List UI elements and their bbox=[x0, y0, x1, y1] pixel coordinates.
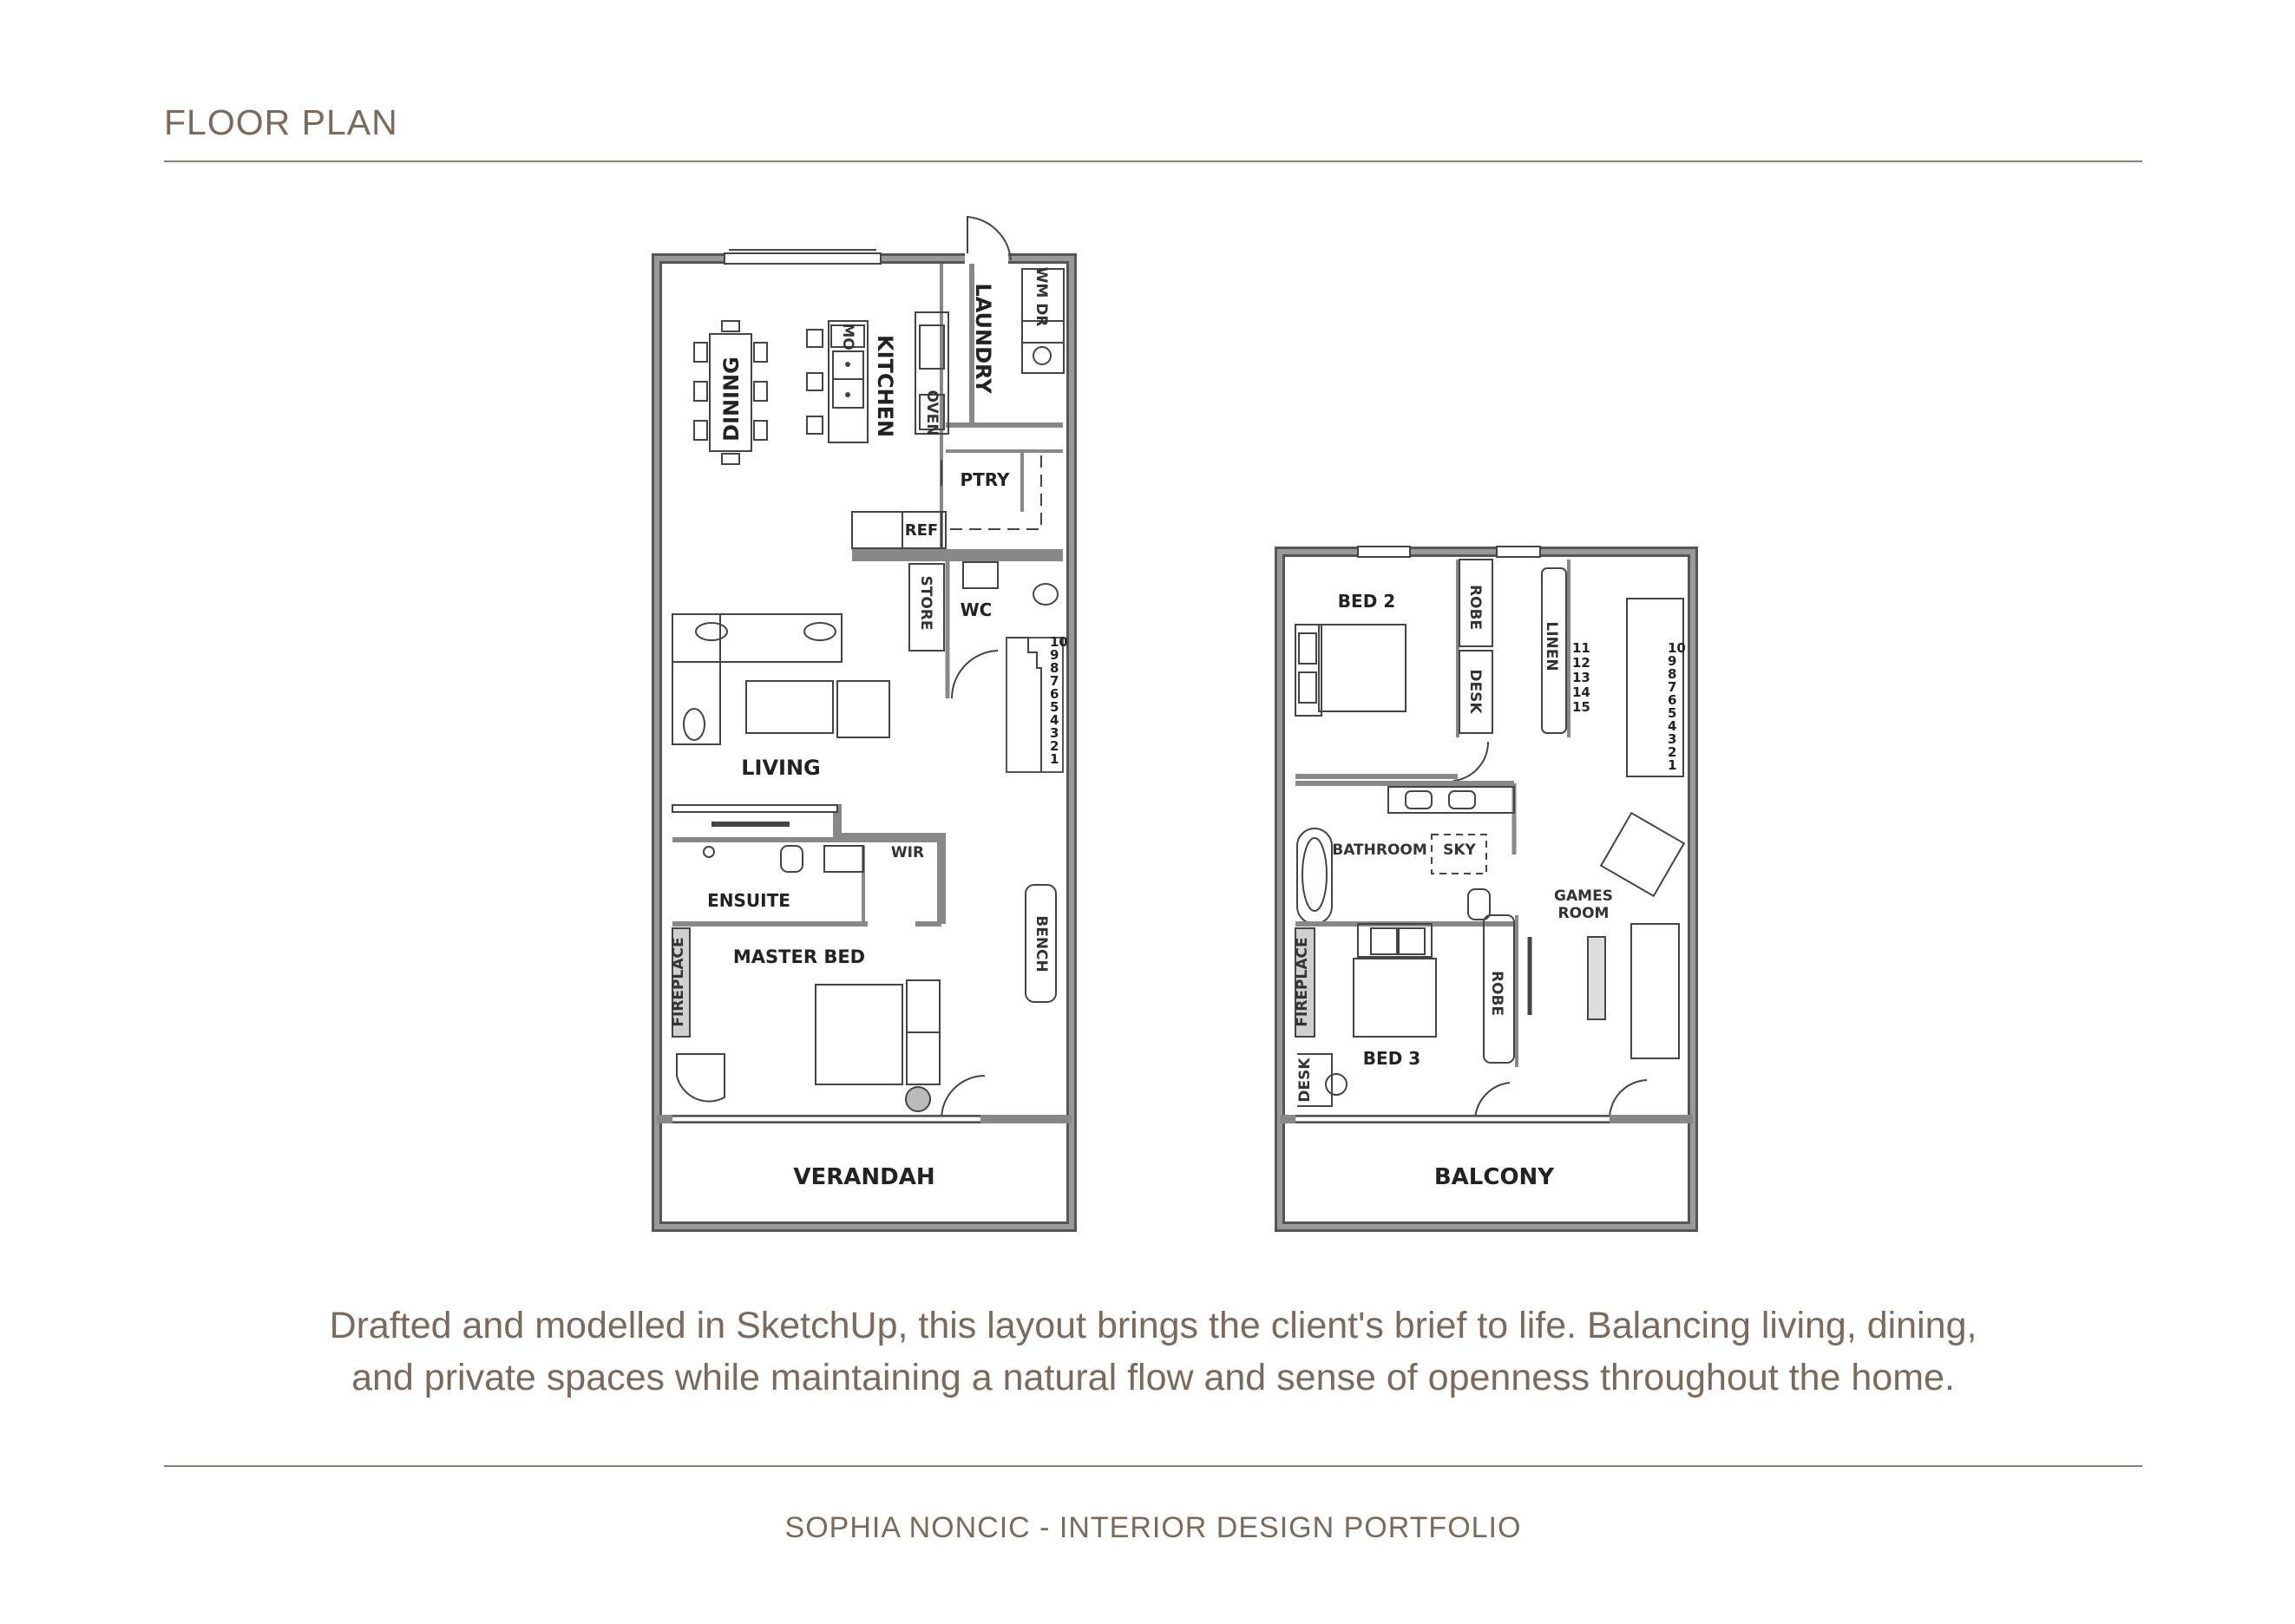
label-bench: BENCH bbox=[1033, 915, 1050, 972]
description-text bbox=[164, 1300, 2142, 1404]
label-sky: SKY bbox=[1443, 841, 1476, 859]
footer-text: SOPHIA NONCIC - INTERIOR DESIGN PORTFOLIO bbox=[784, 1511, 1522, 1544]
footer-divider bbox=[164, 1465, 2142, 1467]
label-bed3: BED 3 bbox=[1362, 1048, 1421, 1069]
label-ref: REF bbox=[904, 521, 939, 540]
label-fireplace: FIREPLACE bbox=[670, 937, 687, 1027]
label-oven: OVEN bbox=[923, 390, 941, 436]
upper-stair-numbers-left bbox=[1572, 640, 1590, 715]
stair-step: 9 bbox=[1668, 653, 1677, 669]
description-line-2: and private spaces while maintaining a natural flow and sense of openness throughout the home. bbox=[351, 1357, 1955, 1398]
stair-step: 8 bbox=[1668, 666, 1677, 682]
stair-step: 10 bbox=[1668, 640, 1686, 656]
label-bathroom: BATHROOM bbox=[1332, 841, 1427, 859]
stair-step: 2 bbox=[1668, 744, 1677, 760]
stair-step: 1 bbox=[1050, 751, 1059, 767]
label-bed2: BED 2 bbox=[1337, 591, 1396, 612]
stair-step: 6 bbox=[1050, 686, 1059, 702]
label-wc: WC bbox=[960, 599, 993, 620]
label-wm-dr: WM DR bbox=[1033, 266, 1050, 327]
label-balcony: BALCONY bbox=[1433, 1164, 1555, 1190]
label-mo: MO bbox=[839, 323, 856, 350]
label-fireplace-upper: FIREPLACE bbox=[1294, 937, 1311, 1027]
label-games-room-2: ROOM bbox=[1557, 905, 1610, 922]
stair-step: 5 bbox=[1668, 705, 1677, 721]
label-robe-bottom: ROBE bbox=[1488, 970, 1505, 1017]
label-ensuite: ENSUITE bbox=[707, 890, 790, 911]
stair-step: 2 bbox=[1050, 738, 1059, 754]
stair-step: 4 bbox=[1050, 712, 1059, 728]
stair-step: 9 bbox=[1050, 647, 1059, 663]
stair-step: 15 bbox=[1572, 699, 1590, 715]
label-dining: DINING bbox=[719, 357, 744, 442]
stair-step: 3 bbox=[1050, 725, 1059, 741]
label-laundry: LAUNDRY bbox=[971, 283, 995, 394]
upper-floor-plan bbox=[1280, 547, 1693, 1227]
label-living: LIVING bbox=[741, 756, 821, 780]
stair-step: 7 bbox=[1668, 679, 1677, 695]
label-verandah: VERANDAH bbox=[793, 1164, 935, 1190]
stair-step: 1 bbox=[1668, 757, 1677, 773]
stair-step: 4 bbox=[1668, 718, 1677, 734]
stair-step: 6 bbox=[1668, 692, 1677, 708]
label-store: STORE bbox=[917, 575, 934, 631]
label-desk-top: DESK bbox=[1466, 669, 1484, 714]
label-wir: WIR bbox=[890, 844, 925, 861]
stair-step: 7 bbox=[1050, 673, 1059, 689]
label-linen: LINEN bbox=[1543, 621, 1560, 671]
label-games-room-1: GAMES bbox=[1554, 887, 1613, 905]
ground-floor-labels bbox=[670, 267, 1068, 1190]
stair-step: 5 bbox=[1050, 699, 1059, 715]
description-line-1: Drafted and modelled in SketchUp, this layout brings the client's brief to life. Balancing living, dining, bbox=[329, 1305, 1977, 1346]
label-desk-bottom: DESK bbox=[1296, 1058, 1314, 1103]
stair-step: 12 bbox=[1572, 655, 1590, 671]
ground-stair-numbers bbox=[1050, 634, 1068, 767]
stair-step: 11 bbox=[1572, 640, 1590, 656]
stair-step: 14 bbox=[1572, 684, 1590, 700]
stair-step: 10 bbox=[1050, 634, 1068, 650]
label-robe-top: ROBE bbox=[1466, 584, 1484, 631]
page-title: FLOOR PLAN bbox=[164, 102, 398, 142]
stair-step: 8 bbox=[1050, 660, 1059, 676]
label-master-bed: MASTER BED bbox=[732, 946, 866, 967]
label-kitchen: KITCHEN bbox=[873, 334, 897, 438]
label-ptry: PTRY bbox=[960, 469, 1010, 490]
stair-step: 13 bbox=[1572, 670, 1590, 685]
stair-step: 3 bbox=[1668, 731, 1677, 747]
